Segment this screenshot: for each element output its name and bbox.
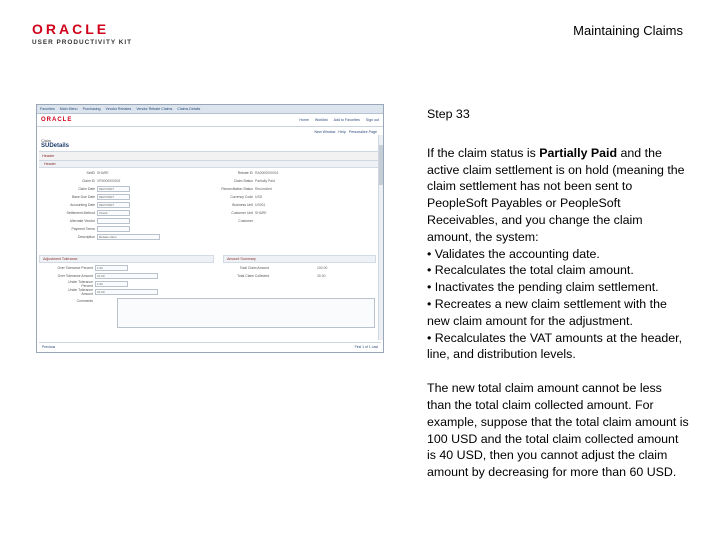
field-label: Reconciliation Status: [221, 186, 253, 191]
field-value: RA0000000001: [255, 170, 279, 175]
description-input[interactable]: Rebate claim: [97, 234, 160, 240]
field-label: SetID: [86, 170, 95, 175]
component-title: Claim: [41, 138, 52, 143]
list-item: • Inactivates the pending claim settlement.: [427, 280, 659, 295]
field-value: VR0000000001: [97, 178, 121, 183]
field-label: Over Tolerance Amount: [57, 273, 93, 278]
field-label: Payment Terms: [71, 226, 95, 231]
field-label: Under Tolerance Amount: [68, 287, 93, 296]
field-label: Under Tolerance Percent: [68, 279, 93, 288]
under-tolerance-amount-input[interactable]: 10.00: [95, 289, 158, 295]
breadcrumb-bar: [37, 105, 383, 114]
logo-subtitle: USER PRODUCTIVITY KIT: [32, 39, 133, 46]
field-label: Rebate ID: [237, 170, 253, 175]
new-window-link[interactable]: New Window: [314, 129, 336, 134]
field-label: Accounting Date: [70, 202, 95, 207]
section-label: Adjustment Tolerance: [43, 257, 78, 261]
intro-text-continued: and the active claim settlement is on hold (meaning the claim settlement has not been sent to PeopleSoft Payables or PeopleSoft Receivables, and you change the claim amount, the system:: [427, 145, 685, 244]
settlement-method-select[interactable]: Check: [97, 210, 130, 216]
field-value: 100.00: [317, 265, 328, 270]
pager-text[interactable]: First 1 of 1 Last: [354, 344, 378, 349]
field-value: USD: [255, 194, 263, 199]
list-item: • Recalculates the VAT amounts at the header, line, and distribution levels.: [427, 330, 683, 362]
over-tolerance-amount-input[interactable]: 10.00: [95, 273, 158, 279]
help-link[interactable]: Help: [338, 129, 346, 134]
intro-text: If the claim status is: [427, 145, 540, 160]
field-value: Partially Paid: [255, 178, 275, 183]
over-tolerance-percent-input[interactable]: 1.00: [95, 265, 128, 271]
tolerance-section: [39, 255, 214, 263]
field-label: Claim Status: [233, 178, 253, 183]
field-label: Base Due Date: [72, 194, 95, 199]
list-item: • Recalculates the total claim amount.: [427, 263, 634, 278]
field-label: Total Claim Collected: [237, 273, 269, 278]
oracle-upk-logo: [32, 22, 162, 52]
breadcrumb-item[interactable]: Vendor Rebate Claims: [136, 107, 173, 111]
tab-label: Header: [42, 154, 55, 158]
field-label: Total Claim Amount: [239, 265, 269, 270]
page-toolbar: [37, 127, 383, 136]
accounting-date-input[interactable]: 09/27/2007: [97, 202, 130, 208]
step-label: Step 33: [427, 107, 470, 121]
claim-date-input[interactable]: 09/27/2007: [97, 186, 130, 192]
field-value: Reconciled: [255, 186, 272, 191]
field-value: 40.00: [317, 273, 326, 278]
due-date-input[interactable]: 09/27/2007: [97, 194, 130, 200]
application-screenshot: [36, 104, 384, 353]
field-label: Alternate Vendor: [69, 218, 95, 223]
personalize-link[interactable]: Personalize Page: [348, 129, 377, 134]
home-link[interactable]: Home: [299, 118, 309, 122]
claim-fields: [39, 168, 381, 252]
worklist-link[interactable]: Worklist: [314, 118, 328, 122]
scroll-thumb[interactable]: [379, 145, 383, 185]
header-tab[interactable]: [39, 151, 381, 161]
list-item: • Validates the accounting date.: [427, 246, 600, 261]
under-tolerance-percent-input[interactable]: 1.00: [95, 281, 128, 287]
intro-paragraph: [427, 145, 689, 246]
field-label: Comments: [76, 298, 93, 303]
logo-brand: ORACLE: [32, 21, 110, 37]
row-navigation: [39, 342, 381, 350]
sign-out-link[interactable]: Sign out: [365, 118, 379, 122]
page-heading: SUDetails: [41, 143, 70, 149]
field-label: Description: [78, 234, 95, 239]
section-label: Header: [44, 162, 56, 166]
brand-bar: [37, 114, 383, 127]
vertical-scrollbar[interactable]: [378, 135, 383, 340]
breadcrumb-item[interactable]: Claims Details: [177, 107, 201, 111]
header-section: [39, 161, 381, 168]
field-label: Settlement Method: [66, 210, 95, 215]
payment-terms-input[interactable]: [97, 226, 130, 232]
app-logo: ORACLE: [41, 117, 73, 123]
instruction-text: [427, 106, 689, 481]
list-item: • Recreates a new claim settlement with the new claim amount for the adjustment.: [427, 296, 667, 328]
field-label: Claim Date: [78, 186, 95, 191]
breadcrumb-item[interactable]: Main Menu: [59, 107, 78, 111]
amount-summary-section: [223, 255, 376, 263]
example-paragraph: The new total claim amount cannot be less than the total claim collected amount. For example, suppose that the total claim amount is 100 USD and the total claim collected amount is 40 USD, then you cannot adjust the claim amount by decreasing for more than 60 USD.: [427, 381, 689, 480]
field-label: Customer: [238, 218, 253, 223]
page-title: Maintaining Claims: [573, 23, 683, 38]
field-label: Business Unit: [232, 202, 253, 207]
field-label: Over Tolerance Percent: [57, 265, 93, 270]
previous-link[interactable]: Previous: [42, 344, 56, 349]
field-value: SHARE: [255, 210, 267, 215]
field-value: SHARE: [97, 170, 109, 175]
field-label: Claim ID: [82, 178, 95, 183]
field-label: Currency Code: [230, 194, 253, 199]
status-emphasis: Partially Paid: [539, 145, 618, 160]
breadcrumb-item[interactable]: Favorites: [40, 107, 55, 111]
comments-textarea[interactable]: [117, 298, 375, 328]
breadcrumb-item[interactable]: Vendor Rebates: [105, 107, 132, 111]
action-list: [427, 246, 689, 364]
field-label: Customer Unit: [231, 210, 253, 215]
breadcrumb-item[interactable]: Purchasing: [82, 107, 101, 111]
alternate-vendor-input[interactable]: [97, 218, 130, 224]
section-label: Amount Summary: [227, 257, 256, 261]
field-value: US001: [255, 202, 266, 207]
add-favorites-link[interactable]: Add to Favorites: [333, 118, 360, 122]
